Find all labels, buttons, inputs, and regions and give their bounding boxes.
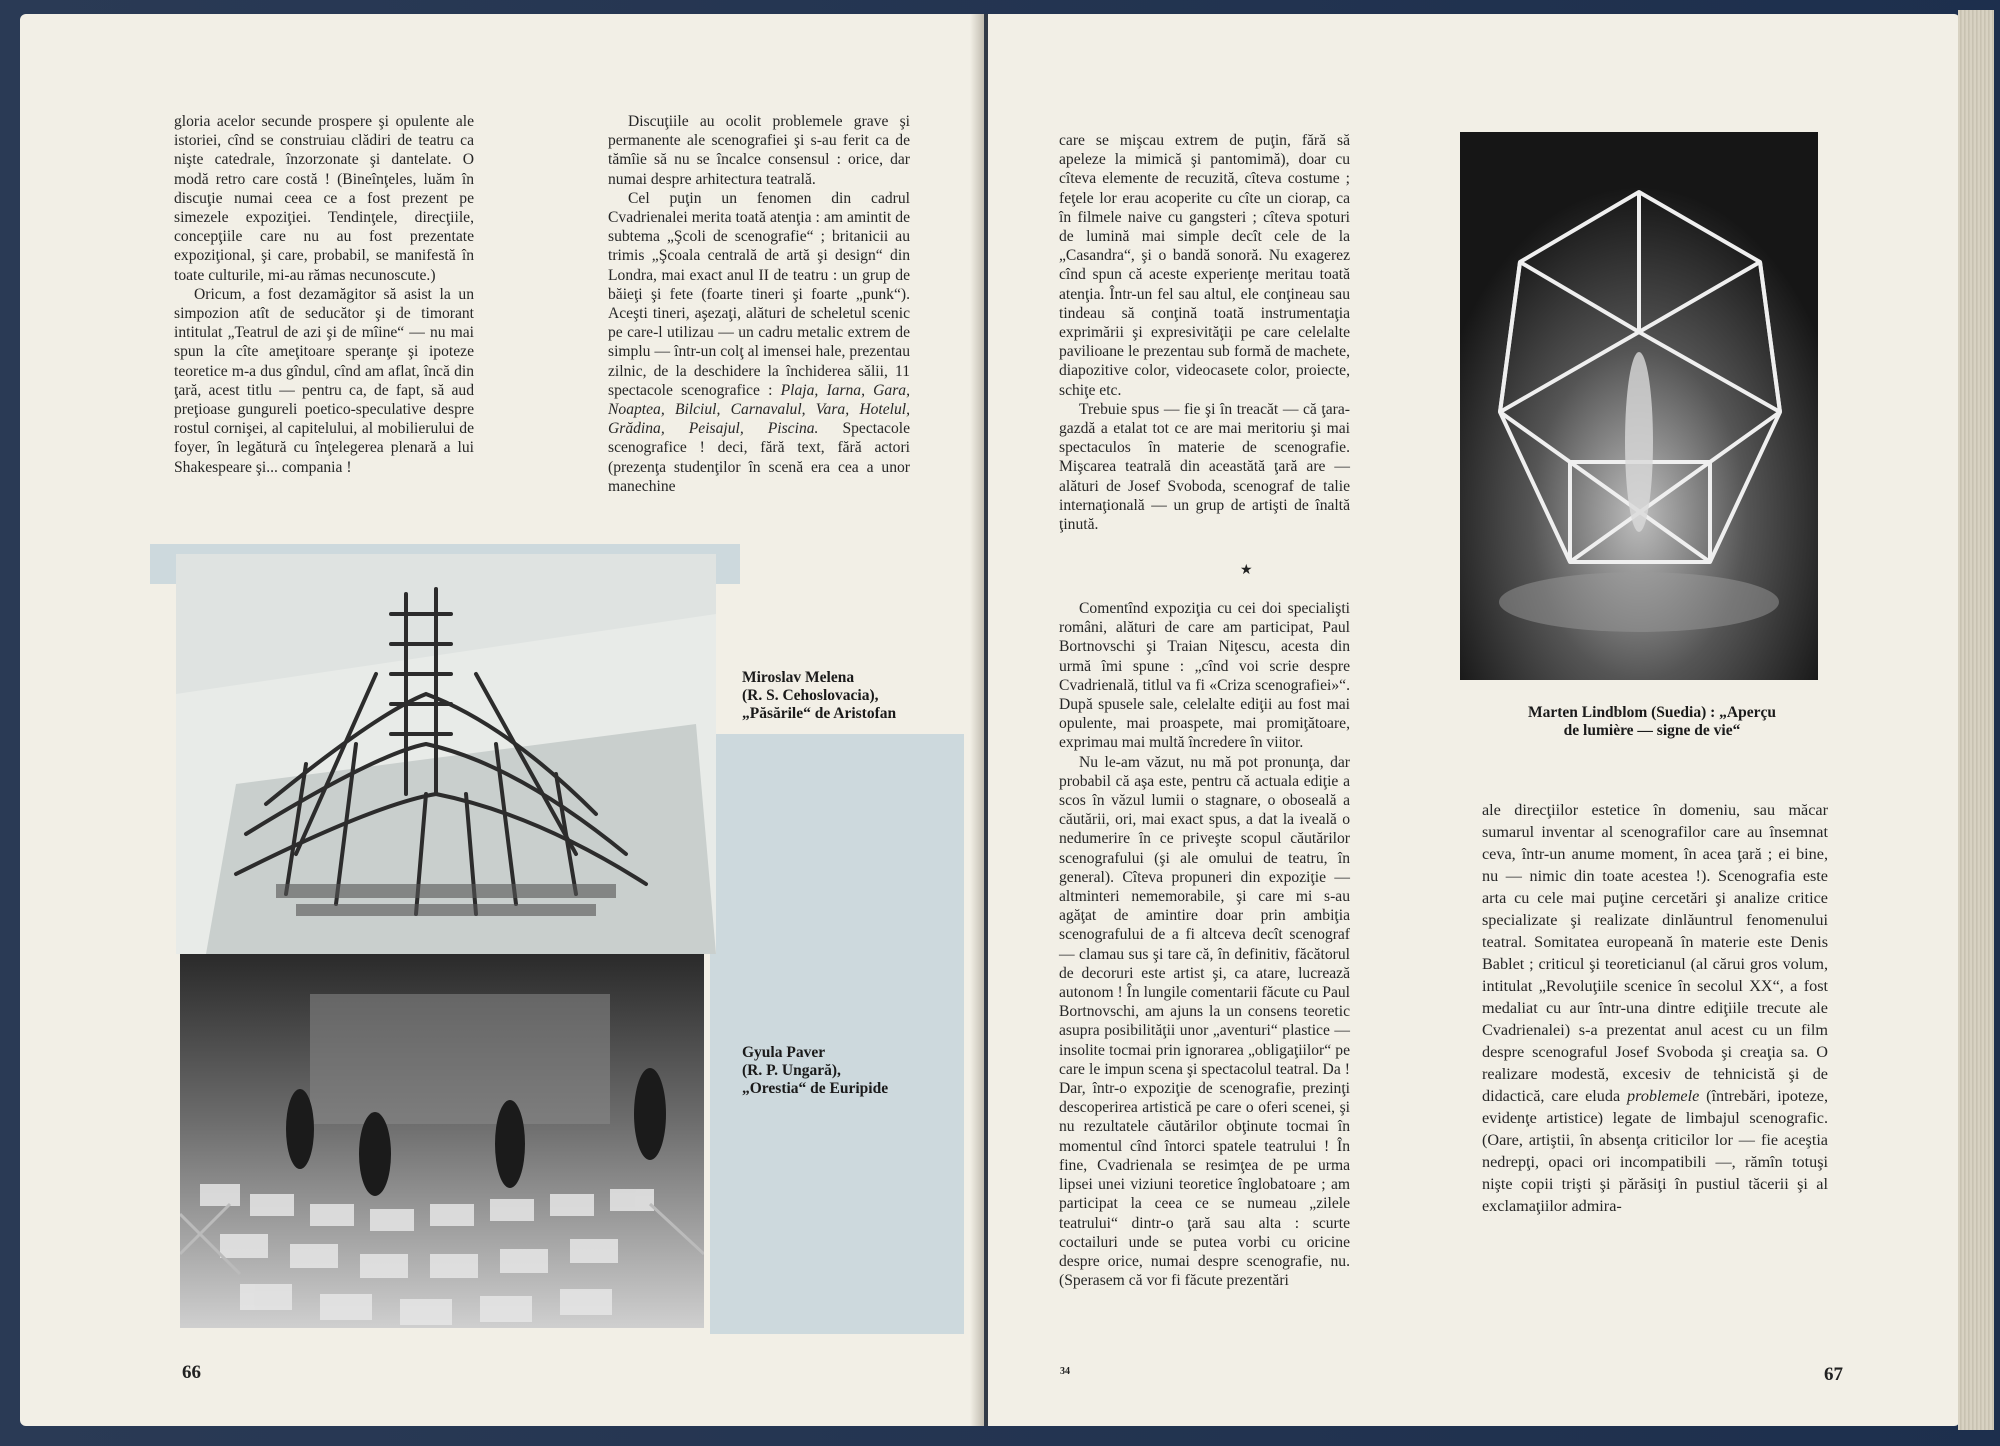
caption-line: (R. S. Cehoslovacia), [742, 687, 879, 704]
paragraph: Comentînd expoziţia cu cei doi specialişti români, alături de care am participat, Paul Bortnovschi şi Traian Niţescu, acesta din urmă îmi spune : „cînd voi scrie despre Cvadrienală, titlul va fi «Criza scenografiei»“. După spusele sale, celelalte ediţii au fost mai opulente, mai proaspete, mai promiţătoare, exprimau mai multă încredere în viitor. [1059, 600, 1350, 752]
photo-stage-orestia [180, 954, 704, 1328]
right-column-1-continued [1059, 599, 1350, 1290]
geodesic-sculpture-drawing [1460, 132, 1818, 680]
paragraph: Oricum, a fost dezamăgitor să asist la un simpozion atît de seducător şi de timorant intitulat „Teatrul de azi şi de mîine“ — nu mai spun la cîte ameţitoare speranţe şi ipoteze teoretice m-a dus gîndul, cînd am aflat, încă din ţară, acest titlu — pentru ca, de fapt, să aud preţioase gungureli poetico-speculative despre rostul cornişei, al capitelului, al mobilierului de foyer, în legătură cu înţelegerea plenară a lui Shakespeare şi... compania ! [174, 285, 474, 476]
page-number-right: 67 [1824, 1364, 1843, 1385]
page-edges [1958, 10, 1994, 1430]
caption-line: „Orestia“ de Euripide [742, 1080, 889, 1097]
right-column-2 [1482, 799, 1828, 1217]
page-number-left: 66 [182, 1362, 201, 1383]
paragraph-text: (întrebări, ipoteze, evidenţe artistice) legate de limbajul scenografic. (Oare, artiştii, în absenţa criticilor lor — fie aceştia nedrepţi, opaci ori incompatibili —, rămîn totuşi nişte copii trişti şi părăsiţi în pustiul tăcerii şi al exclamaţiilor admira- [1482, 1087, 1829, 1215]
caption-line: Miroslav Melena [742, 669, 855, 686]
left-page [20, 14, 984, 1426]
photo-geodesic-structure [1460, 132, 1818, 680]
paragraph: gloria acelor secunde prospere şi opulente ale istoriei, cînd se construiau clădiri de teatru ca nişte catedrale, înzorzonate şi dantelate. O modă retro care costă ! (Bineînţeles, luăm în discuţie numai ceea ce a fost prezent pe simezele expoziţiei. Tendinţele, direcţiile, concepţiile care nu au fost prezentate expoziţional, şi care, probabil, se manifestă în toate culturile, mi-au rămas necunoscute.) [174, 113, 474, 284]
caption-line: (R. P. Ungară), [742, 1062, 841, 1079]
small-page-mark: 34 [1060, 1366, 1070, 1377]
paragraph [608, 189, 910, 496]
right-page [988, 14, 1960, 1426]
paragraph: care se mişcau extrem de puţin, fără să apeleze la mimică şi pantomimă), doar cu cîteva elemente de recuzită, cîteva costume ; feţele lor erau acoperite cu cîte un ciorap, ca în filmele naive cu gangsteri ; cîteva spoturi de lumină mai simple decît cele de la „Casandra“, şi o bandă sonoră. Nu exagerez cînd spun că aceste experienţe meritau toată atenţia. Într-un fel sau altul, ele conţineau sau tindeau să conţină toată instrumentaţia exprimării şi expresivităţii pe care celelalte pavilioane le prezentau sub formă de machete, diapozitive color, videocasete color, proiecte, schiţe etc. [1059, 132, 1350, 399]
caption-line: Marten Lindblom (Suedia) : „Aperçu [1528, 704, 1776, 721]
emphasis-text: problemele [1627, 1087, 1700, 1105]
left-column-1 [174, 112, 474, 477]
caption-line: „Păsările“ de Aristofan [742, 705, 897, 722]
paragraph: Nu le-am văzut, nu mă pot pronunţa, dar probabil că aşa este, pentru că actuala ediţie a scos în văzul lumii o stagnare, o oboseală a căutării, ori, mai exact spus, a dat la iveală o nedumerire în ce priveşte scopul căutărilor scenografului (şi ale omului de teatru, în general). Cîteva propuneri din expoziţie — altminteri nememorabile, şi care mi s-au agăţat de amintire doar prin ambiţia scenografului de a fi altceva decît scenograf — clamau sus şi tare că, în definitiv, făcătorul de decoruri este artist şi, ca atare, lucrează autonom ! În lungile comentarii făcute cu Paul Bortnovschi, am ajuns la un consens teoretic asupra posibilităţii unor „aventuri“ plastice — insolite tocmai prin ignorarea „obligaţiilor“ pe care le impun scena şi spectacolul teatral. Da ! Dar, într-o expoziţie de scenografie, prezinţi descoperirea artistică pe care o oferi scenei, şi nu rezultatele căutărilor obţinute tocmai în momentul cînd întorci spatele teatrului ! În fine, Cvadrienala se resimţea de pe urma lipsei unei viziuni teoretice înglobatoare ; am participat la ceea ce se numeau „zilele teatrului“ dintr-o ţară sau alta : scurte coctailuri unde se putea vorbi cu oricine despre orice, numai despre scenografie, nu. (Sperasem că vor fi făcute prezentări [1059, 753, 1350, 1290]
paragraph-text: Cel puţin un fenomen din cadrul Cvadrienalei merita toată atenţia : am amintit de subtema „Şcoli de scenografie“ ; britanicii au trimis „Şcoala centrală de artă şi design“ din Londra, mai exact anul II de teatru : un grup de băieţi şi fete (foarte tineri şi foarte „punk“). Aceşti tineri, aşezaţi, alături de scheletul scenic pe care-l utilizau — un cadru metalic extrem de simplu — într-un colţ al imensei hale, prezentau zilnic, de la deschidere la închiderea sălii, 11 spectacole scenografice : [608, 189, 910, 399]
spectacle-titles: Plaja, Iarna, Gara, Noaptea, Bilciul, Carnavalul, Vara, Hotelul, Grădina, Peisajul, Piscina. [608, 381, 910, 438]
right-column-1 [1059, 131, 1350, 534]
paragraph-text: ale direcţiilor estetice în domeniu, sau măcar sumarul inventar al scenografilor care au însemnat ceva, într-un anume moment, în acea ţară ; ei bine, nu — nimic din toate acestea !). Scenografia este arta cu cele mai puţine cercetări şi analize critice specializate şi realizate dinlăuntrul fenomenului teatral. Somitatea europeană în materie este Denis Bablet ; criticul şi teoreticianul (al cărui gros volum, intitulat „Revoluţiile scenice în secolul XX“, a fost medaliat cu aur într-una dintre ediţiile trecute ale Cvadrienalei) s-a prezentat anul acest cu un film despre scenograful Josef Svoboda şi creaţia sa. O realizare modestă, excesiv de tehnicistă şi de didactică, care eluda [1482, 801, 1828, 1105]
photo-caption-lindblom [1482, 704, 1822, 740]
scaffold-model-drawing [176, 554, 716, 954]
left-column-2 [608, 112, 910, 496]
paragraph: Trebuie spus — fie şi în treacăt — că ţara-gazdă a etalat tot ce are mai meritoriu şi mai spectaculos în materie de scenografie. Mişcarea teatrală din aceastătă ţară are — alături de Josef Svoboda, scenograf de talie internaţională — un grup de artişti de înaltă ţinută. [1059, 400, 1350, 534]
section-separator-star: ★ [1240, 563, 1253, 578]
stage-scene-drawing [180, 954, 704, 1328]
caption-line: de lumière — signe de vie“ [1563, 722, 1741, 739]
photo-caption-paver [742, 1044, 982, 1098]
paragraph-text: Spectacole scenografice ! deci, fără text, fără actori (prezenţa studenţilor în scenă era cea a unor manechine [608, 420, 910, 495]
caption-line: Gyula Paver [742, 1044, 826, 1061]
photo-scenography-model-birds [176, 554, 716, 954]
tint-block [710, 734, 964, 1334]
paragraph: Discuţiile au ocolit problemele grave şi permanente ale scenografiei şi s-au ferit ca de tămîie să nu se încalce consensul : orice, dar numai despre arhitectura teatrală. [608, 113, 910, 188]
photo-caption-melena [742, 669, 982, 723]
paragraph [1482, 799, 1828, 1217]
